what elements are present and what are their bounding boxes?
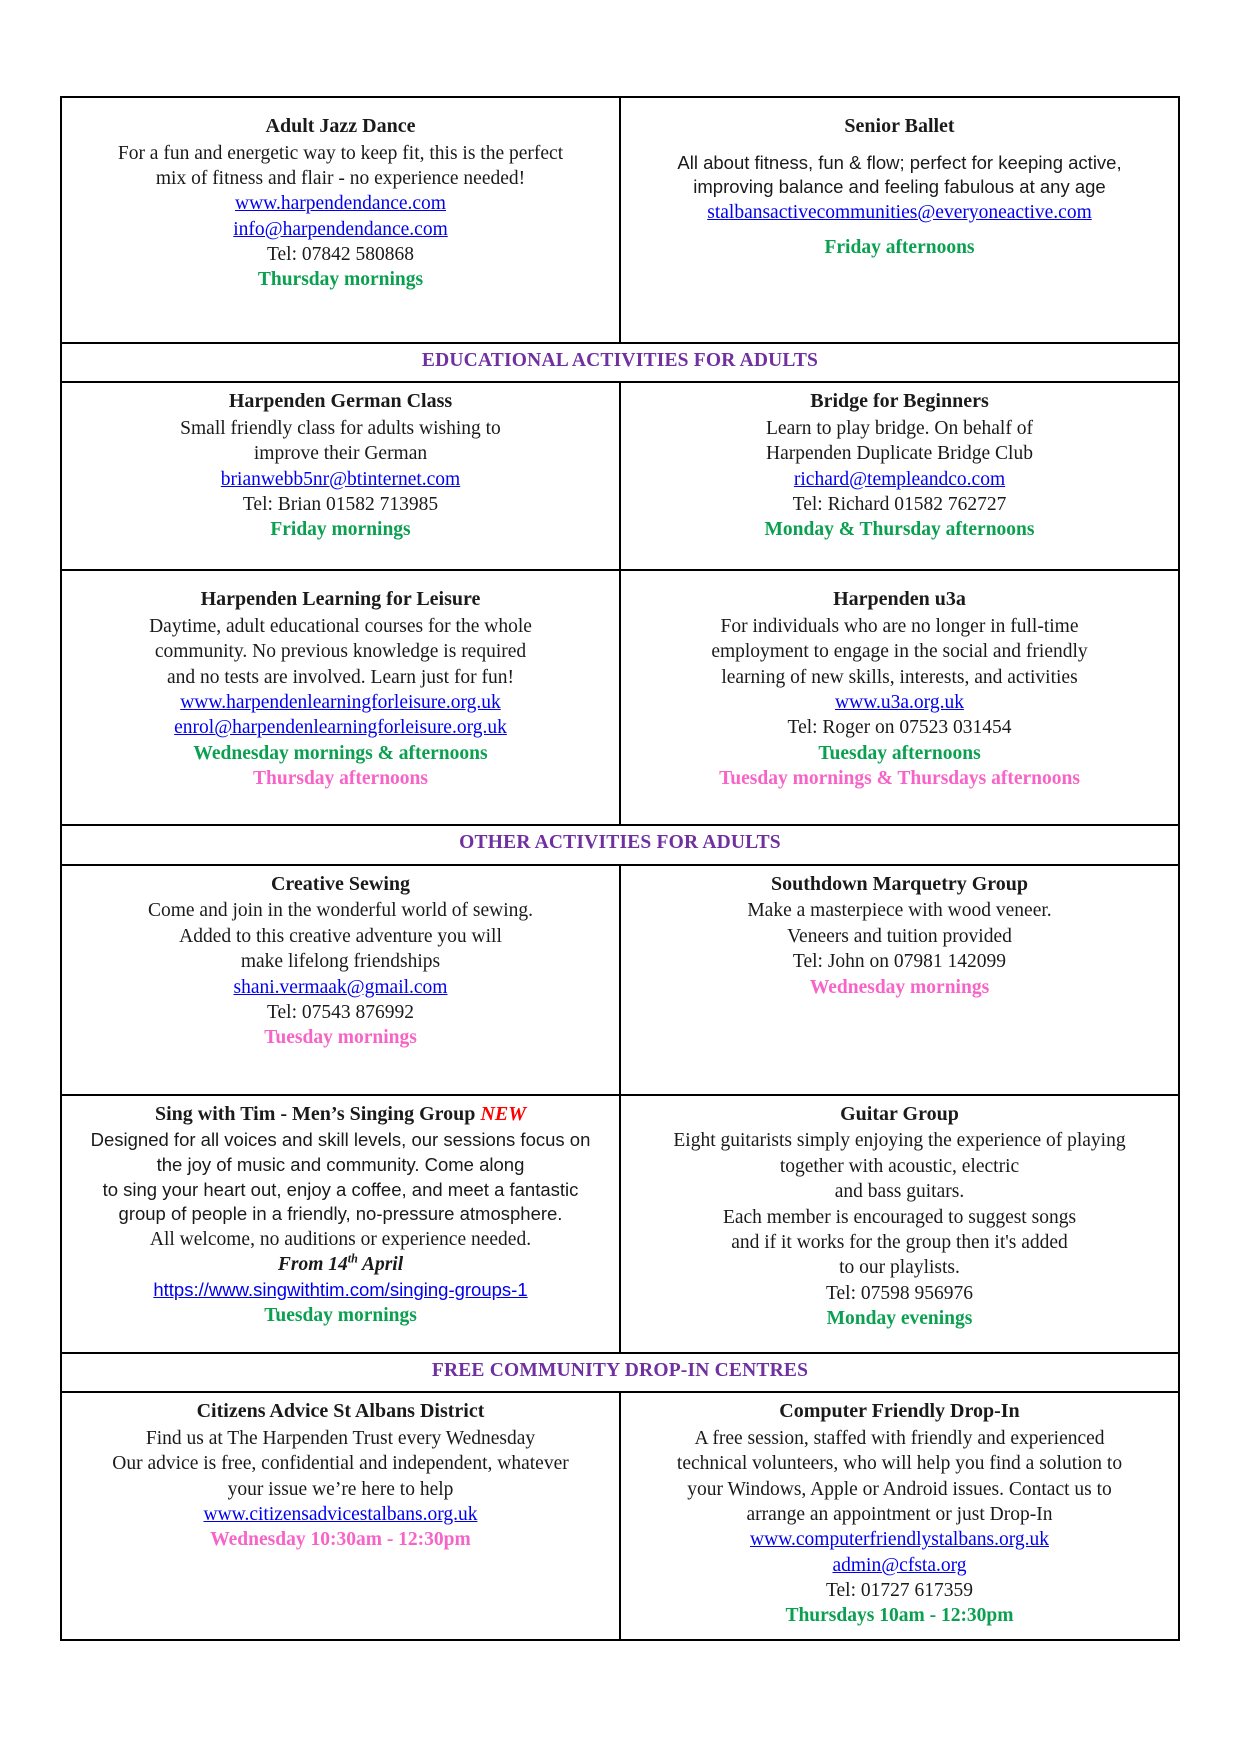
- card-schedule-green: Thursday mornings: [257, 269, 424, 291]
- card-title: Creative Sewing: [270, 872, 411, 895]
- card-body-line: A free session, staffed with friendly and experienced: [694, 1427, 1105, 1449]
- card-schedule-green: Monday evenings: [826, 1307, 973, 1329]
- card-title: Citizens Advice St Albans District: [196, 1400, 485, 1423]
- table-row: [61, 1095, 1179, 1353]
- card-link[interactable]: www.u3a.org.uk: [835, 692, 964, 714]
- spacer: [629, 104, 1170, 114]
- card-body-line: For a fun and energetic way to keep fit, this is the perfect: [117, 142, 564, 164]
- activities-table: [60, 96, 1180, 1641]
- section-header-other: [61, 825, 1179, 864]
- card-telephone: Tel: Richard 01582 762727: [792, 494, 1007, 516]
- card-body-line: Small friendly class for adults wishing to: [180, 418, 501, 440]
- table-row: [61, 1392, 1179, 1640]
- card-body-line: the joy of music and community. Come along: [156, 1154, 525, 1176]
- card-email-link[interactable]: richard@templeandco.com: [793, 468, 1006, 490]
- card-email-link[interactable]: admin@cfsta.org: [832, 1554, 967, 1576]
- card-schedule-pink: Tuesday mornings & Thursdays afternoons: [719, 768, 1080, 790]
- card-email-link[interactable]: shani.vermaak@gmail.com: [233, 976, 448, 998]
- card-body-line: Added to this creative adventure you will: [179, 925, 502, 947]
- card-body-line: Eight guitarists simply enjoying the experience of playing: [673, 1130, 1126, 1152]
- card-body-line: to our playlists.: [839, 1257, 960, 1279]
- card-body-line: mix of fitness and flair - no experience needed!: [155, 167, 526, 189]
- card-body-line: arrange an appointment or just Drop-In: [746, 1503, 1053, 1525]
- card-body-line: improving balance and feeling fabulous at any age: [693, 176, 1106, 198]
- section-header-row: [61, 825, 1179, 864]
- card-schedule-pink: Wednesday mornings: [809, 976, 990, 998]
- spacer: [629, 141, 1170, 151]
- card-schedule-green: Tuesday mornings: [264, 1304, 417, 1326]
- spacer: [629, 577, 1170, 587]
- card-body-line: your Windows, Apple or Android issues. Contact us to: [687, 1478, 1112, 1500]
- table-row: [61, 382, 1179, 570]
- start-date-suffix: April: [357, 1254, 404, 1276]
- card-telephone: Tel: 01727 617359: [825, 1579, 974, 1601]
- card-schedule-pink: Thursday afternoons: [253, 768, 428, 790]
- card-email-link[interactable]: info@harpendendance.com: [233, 218, 448, 240]
- card-southdown-marquetry-group: [620, 865, 1179, 1095]
- card-schedule-green: Friday mornings: [270, 519, 411, 541]
- card-body-line: All about fitness, fun & flow; perfect for keeping active,: [677, 151, 1122, 173]
- card-telephone: Tel: John on 07981 142099: [792, 951, 1007, 973]
- card-title: [70, 1102, 611, 1128]
- card-body-line: Learn to play bridge. On behalf of: [766, 418, 1033, 440]
- card-citizens-advice: [61, 1392, 620, 1640]
- card-title: Southdown Marquetry Group: [770, 872, 1029, 895]
- card-sing-with-tim: [61, 1095, 620, 1353]
- card-title: Computer Friendly Drop-In: [779, 1400, 1020, 1423]
- table-row: [61, 865, 1179, 1095]
- card-body-line: group of people in a friendly, no-pressure atmosphere.: [118, 1203, 563, 1225]
- card-schedule-green: Monday & Thursday afternoons: [764, 519, 1035, 541]
- card-link[interactable]: www.citizensadvicestalbans.org.uk: [203, 1503, 478, 1525]
- card-title: Guitar Group: [840, 1102, 959, 1125]
- card-email-link[interactable]: enrol@harpendenlearningforleisure.org.uk: [174, 717, 507, 739]
- card-schedule-green: Friday afternoons: [824, 237, 975, 259]
- card-body-line: to sing your heart out, enjoy a coffee, and meet a fantastic: [102, 1178, 579, 1200]
- card-body-line: Come and join in the wonderful world of sewing.: [147, 900, 534, 922]
- card-body-line: employment to engage in the social and friendly: [711, 641, 1088, 663]
- card-schedule-green: Tuesday afternoons: [818, 742, 981, 764]
- card-telephone: Tel: Roger on 07523 031454: [787, 717, 1012, 739]
- card-schedule-green: Wednesday mornings & afternoons: [193, 742, 488, 764]
- card-body-line: All welcome, no auditions or experience needed.: [149, 1228, 532, 1250]
- card-title: Adult Jazz Dance: [265, 115, 416, 137]
- card-link[interactable]: https://www.singwithtim.com/singing-groups-1: [153, 1278, 528, 1300]
- card-body-line: For individuals who are no longer in full-time: [720, 616, 1079, 638]
- card-body-line: Daytime, adult educational courses for the whole: [149, 616, 532, 638]
- section-header-educational: [61, 343, 1179, 382]
- card-body-line: Harpenden Duplicate Bridge Club: [766, 443, 1033, 465]
- card-link[interactable]: www.computerfriendlystalbans.org.uk: [750, 1529, 1049, 1551]
- card-title-text: Sing with Tim - Men’s Singing Group: [154, 1102, 476, 1125]
- card-body-line: Veneers and tuition provided: [787, 925, 1012, 947]
- section-header-row: [61, 343, 1179, 382]
- card-body-line: improve their German: [253, 443, 428, 465]
- card-telephone: Tel: 07598 956976: [825, 1282, 974, 1304]
- card-title: Senior Ballet: [844, 115, 955, 137]
- card-start-date: [70, 1252, 611, 1278]
- section-title: OTHER ACTIVITIES FOR ADULTS: [459, 832, 781, 854]
- spacer: [70, 104, 611, 114]
- card-computer-friendly-drop-in: [620, 1392, 1179, 1640]
- card-link[interactable]: www.harpendendance.com: [235, 193, 446, 215]
- card-body-line: and if it works for the group then it's added: [731, 1231, 1068, 1253]
- spacer: [629, 225, 1170, 235]
- card-schedule-green: Thursdays 10am - 12:30pm: [785, 1605, 1014, 1627]
- card-body-line: technical volunteers, who will help you find a solution to: [676, 1453, 1123, 1475]
- card-guitar-group: [620, 1095, 1179, 1353]
- card-body-line: and no tests are involved. Learn just for fun!: [166, 666, 515, 688]
- card-email-link[interactable]: brianwebb5nr@btinternet.com: [220, 468, 461, 490]
- new-badge: NEW: [480, 1102, 527, 1125]
- card-telephone: Tel: Brian 01582 713985: [242, 494, 439, 516]
- card-body-line: Find us at The Harpenden Trust every Wednesday: [145, 1427, 536, 1449]
- card-telephone: Tel: 07842 580868: [266, 243, 415, 265]
- card-body-line: Designed for all voices and skill levels, our sessions focus on: [90, 1129, 591, 1151]
- table-row: [61, 97, 1179, 343]
- card-harpenden-german-class: [61, 382, 620, 570]
- card-body-line: Each member is encouraged to suggest songs: [722, 1206, 1077, 1228]
- card-body-line: learning of new skills, interests, and activities: [721, 666, 1078, 688]
- card-harpenden-u3a: [620, 570, 1179, 825]
- card-harpenden-learning-for-leisure: [61, 570, 620, 825]
- section-title: FREE COMMUNITY DROP-IN CENTRES: [431, 1359, 809, 1381]
- section-header-dropin: [61, 1353, 1179, 1392]
- card-title: Harpenden u3a: [833, 588, 966, 611]
- card-telephone: Tel: 07543 876992: [266, 1001, 415, 1023]
- card-email-link[interactable]: stalbansactivecommunities@everyoneactive.com: [707, 201, 1092, 223]
- card-body-line: together with acoustic, electric: [779, 1155, 1020, 1177]
- section-header-row: [61, 1353, 1179, 1392]
- start-date-prefix: From 14: [277, 1254, 348, 1276]
- card-body-line: your issue we’re here to help: [227, 1478, 454, 1500]
- card-creative-sewing: [61, 865, 620, 1095]
- card-senior-ballet: [620, 97, 1179, 343]
- card-body-line: community. No previous knowledge is required: [154, 641, 527, 663]
- card-adult-jazz-dance: [61, 97, 620, 343]
- card-schedule-pink: Wednesday 10:30am - 12:30pm: [210, 1529, 471, 1551]
- card-title: Harpenden Learning for Leisure: [200, 588, 481, 611]
- card-title: Bridge for Beginners: [810, 390, 989, 413]
- section-title: EDUCATIONAL ACTIVITIES FOR ADULTS: [421, 350, 819, 371]
- start-date-ordinal: th: [347, 1251, 358, 1266]
- card-body-line: Make a masterpiece with wood veneer.: [747, 900, 1052, 922]
- card-body-line: make lifelong friendships: [240, 951, 441, 973]
- card-link[interactable]: www.harpendenlearningforleisure.org.uk: [180, 692, 501, 714]
- card-schedule-pink: Tuesday mornings: [264, 1027, 417, 1049]
- card-body-line: Our advice is free, confidential and independent, whatever: [112, 1453, 569, 1475]
- spacer: [70, 577, 611, 587]
- card-body-line: and bass guitars.: [834, 1181, 965, 1203]
- card-bridge-for-beginners: [620, 382, 1179, 570]
- card-title: Harpenden German Class: [228, 390, 453, 413]
- table-row: [61, 570, 1179, 825]
